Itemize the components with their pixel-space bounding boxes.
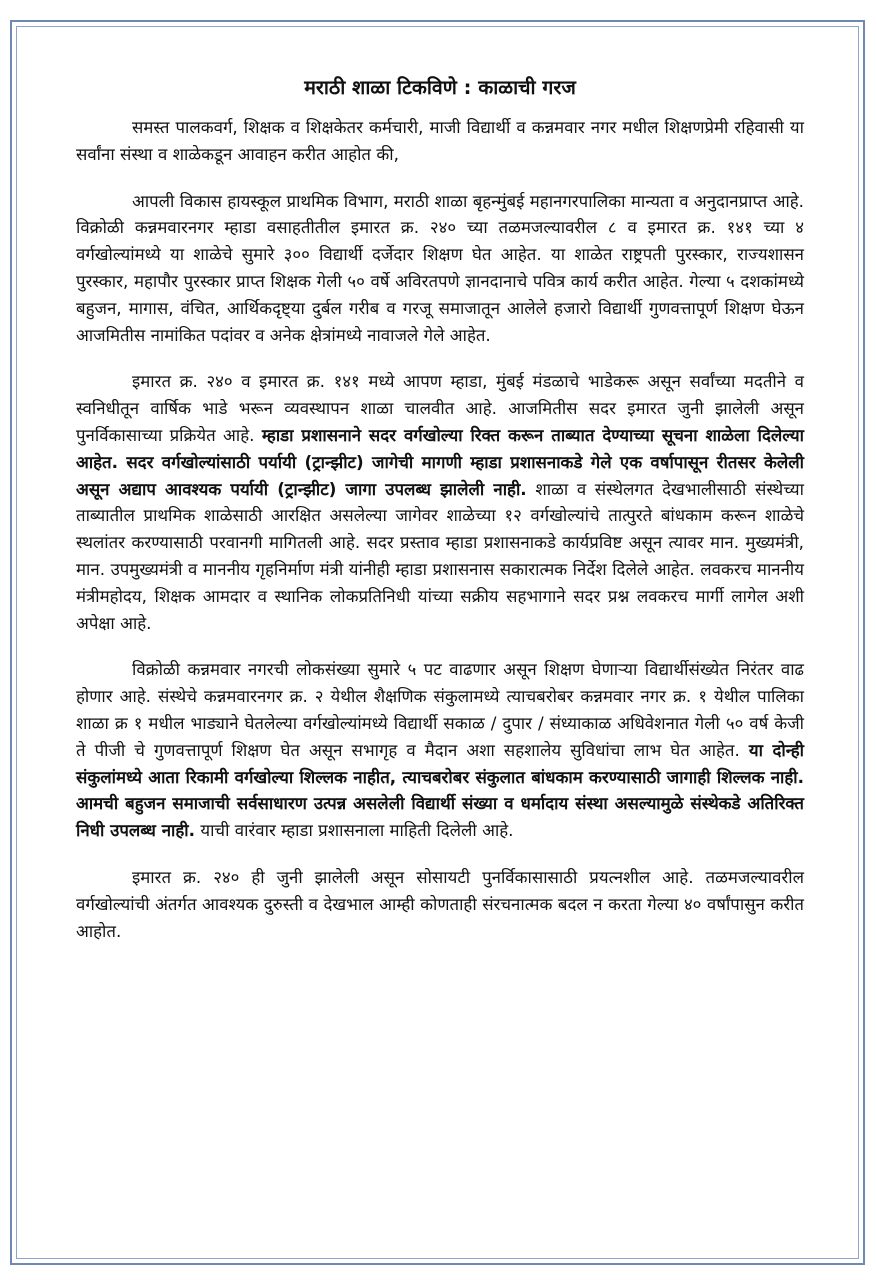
document-title: मराठी शाळा टिकविणे : काळाची गरज (304, 76, 576, 99)
paragraph-appeal: समस्त पालकवर्ग, शिक्षक व शिक्षकेतर कर्मचारी, माजी विद्यार्थी व कन्नमवार नगर मधील शिक्षणप्रेमी रहिवासी या सर्वांना संस्था व शाळेकडून आवाहन करीत आहोत की, (76, 117, 804, 164)
paragraph-bold-text: या दोन्ही संकुलांमध्ये आता रिकामी वर्गखोल्या शिल्लक नाहीत, त्याचबरोबर संकुलात बांधकाम करण्यासाठी जागाही शिल्लक नाही. आमची बहुजन समाजाची सर्वसाधारण उत्पन्न असलेली विद्यार्थी संख्या व धर्मादाय संस्था असल्यामुळे संस्थेकडे अतिरिक्त निधी उपलब्ध नाही. (76, 739, 804, 841)
paragraph-text: विक्रोळी कन्नमवार नगरची लोकसंख्या सुमारे ५ पट वाढणार असून शिक्षण घेणाऱ्या विद्यार्थीसंख्येत निरंतर वाढ होणार आहे. संस्थेचे कन्नमवारनगर क्र. २ येथील शैक्षणिक संकुलामध्ये त्याचबरोबर कन्नमवार नगर क्र. १ येथील पालिका शाळा क्र १ मधील भाड्याने घेतलेल्या वर्गखोल्यांमध्ये विद्यार्थी सकाळ / दुपार / संध्याकाळ अधिवेशनात गेली ५० वर्ष केजी ते पीजी चे गुणवत्तापूर्ण शिक्षण घेत असून सभागृह व मैदान अशा सहशालेय सुविधांचा लाभ घेत आहेत. (76, 659, 804, 760)
paragraph-text: इमारत क्र. २४० व इमारत क्र. १४१ मध्ये आपण म्हाडा, मुंबई मंडळाचे भाडेकरू असून सर्वांच्या मदतीने व स्वनिधीतून वार्षिक भाडे भरून व्यवस्थापन शाळा चालवीत आहे. आजमितीस सदर इमारत जुनी झालेली असून पुनर्विकासाच्या प्रक्रियेत आहे. (76, 371, 804, 445)
document-body (76, 74, 804, 964)
paragraph-population-growth (76, 656, 804, 844)
paragraph-school-history: आपली विकास हायस्कूल प्राथमिक विभाग, मराठी शाळा बृहन्मुंबई महानगरपालिका मान्यता व अनुदानप्राप्त आहे. विक्रोळी कन्नमवारनगर म्हाडा वसाहतीतील इमारत क्र. २४० च्या तळमजल्यावरील ८ व इमारत क्र. १४१ च्या ४ वर्गखोल्यांमध्ये या शाळेचे सुमारे ३०० विद्यार्थी दर्जेदार शिक्षण घेत आहेत. या शाळेत राष्ट्रपती पुरस्कार, राज्यशासन पुरस्कार, महापौर पुरस्कार प्राप्त शिक्षक गेली ५० वर्षे अविरतपणे ज्ञानदानाचे पवित्र कार्य करीत आहेत. गेल्या ५ दशकांमध्ये बहुजन, मागास, वंचित, आर्थिकदृष्ट्या दुर्बल गरीब व गरजू समाजातून आलेले हजारो विद्यार्थी गुणवत्तापूर्ण शिक्षण घेऊन आजमितीस नामांकित पदांवर व अनेक क्षेत्रांमध्ये नावाजले गेले आहेत. (76, 190, 804, 345)
paragraph-maintenance: इमारत क्र. २४० ही जुनी झालेली असून सोसायटी पुनर्विकासासाठी प्रयत्नशील आहे. तळमजल्यावरील वर्गखोल्यांची अंतर्गत आवश्यक दुरुस्ती व देखभाल आम्ही कोणताही संरचनात्मक बदल न करता गेल्या ४० वर्षांपासुन करीत आहोत. (76, 866, 804, 941)
paragraph-bold-text: म्हाडा प्रशासनाने सदर वर्गखोल्या रिक्त करून ताब्यात देण्याच्या सूचना शाळेला दिलेल्या आहेत. सदर वर्गखोल्यांसाठी पर्यायी (ट्रान्झीट) जागेची मागणी म्हाडा प्रशासनाकडे गेले एक वर्षापासून रीतसर केलेली असून अद्याप आवश्यक पर्यायी (ट्रान्झीट) जागा उपलब्ध झालेली नाही. (76, 424, 805, 499)
paragraph-text: शाळा व संस्थेलगत देखभालीसाठी संस्थेच्या ताब्यातील प्राथमिक शाळेसाठी आरक्षित असलेल्या जागेवर शाळेच्या १२ वर्गखोल्यांचे तात्पुरते बांधकाम करून शाळेचे स्थलांतर करण्यासाठी परवानगी मागितली आहे. सदर प्रस्ताव म्हाडा प्रशासनाकडे कार्यप्रविष्ट असून त्यावर मान. मुख्यमंत्री, मान. उपमुख्यमंत्री व माननीय गृहनिर्माण मंत्री यांनीही म्हाडा प्रशासनास सकारात्मक निर्देश दिलेले आहेत. लवकरच माननीय मंत्रीमहोदय, शिक्षक आमदार व स्थानिक लोकप्रतिनिधी यांच्या सक्रीय सहभागाने सदर प्रश्न लवकरच मार्गी लागेल अशी अपेक्षा आहे. (76, 478, 804, 633)
paragraph-text: याची वारंवार म्हाडा प्रशासनाला माहिती दिलेली आहे. (195, 820, 514, 841)
paragraph-building-status (76, 368, 804, 636)
